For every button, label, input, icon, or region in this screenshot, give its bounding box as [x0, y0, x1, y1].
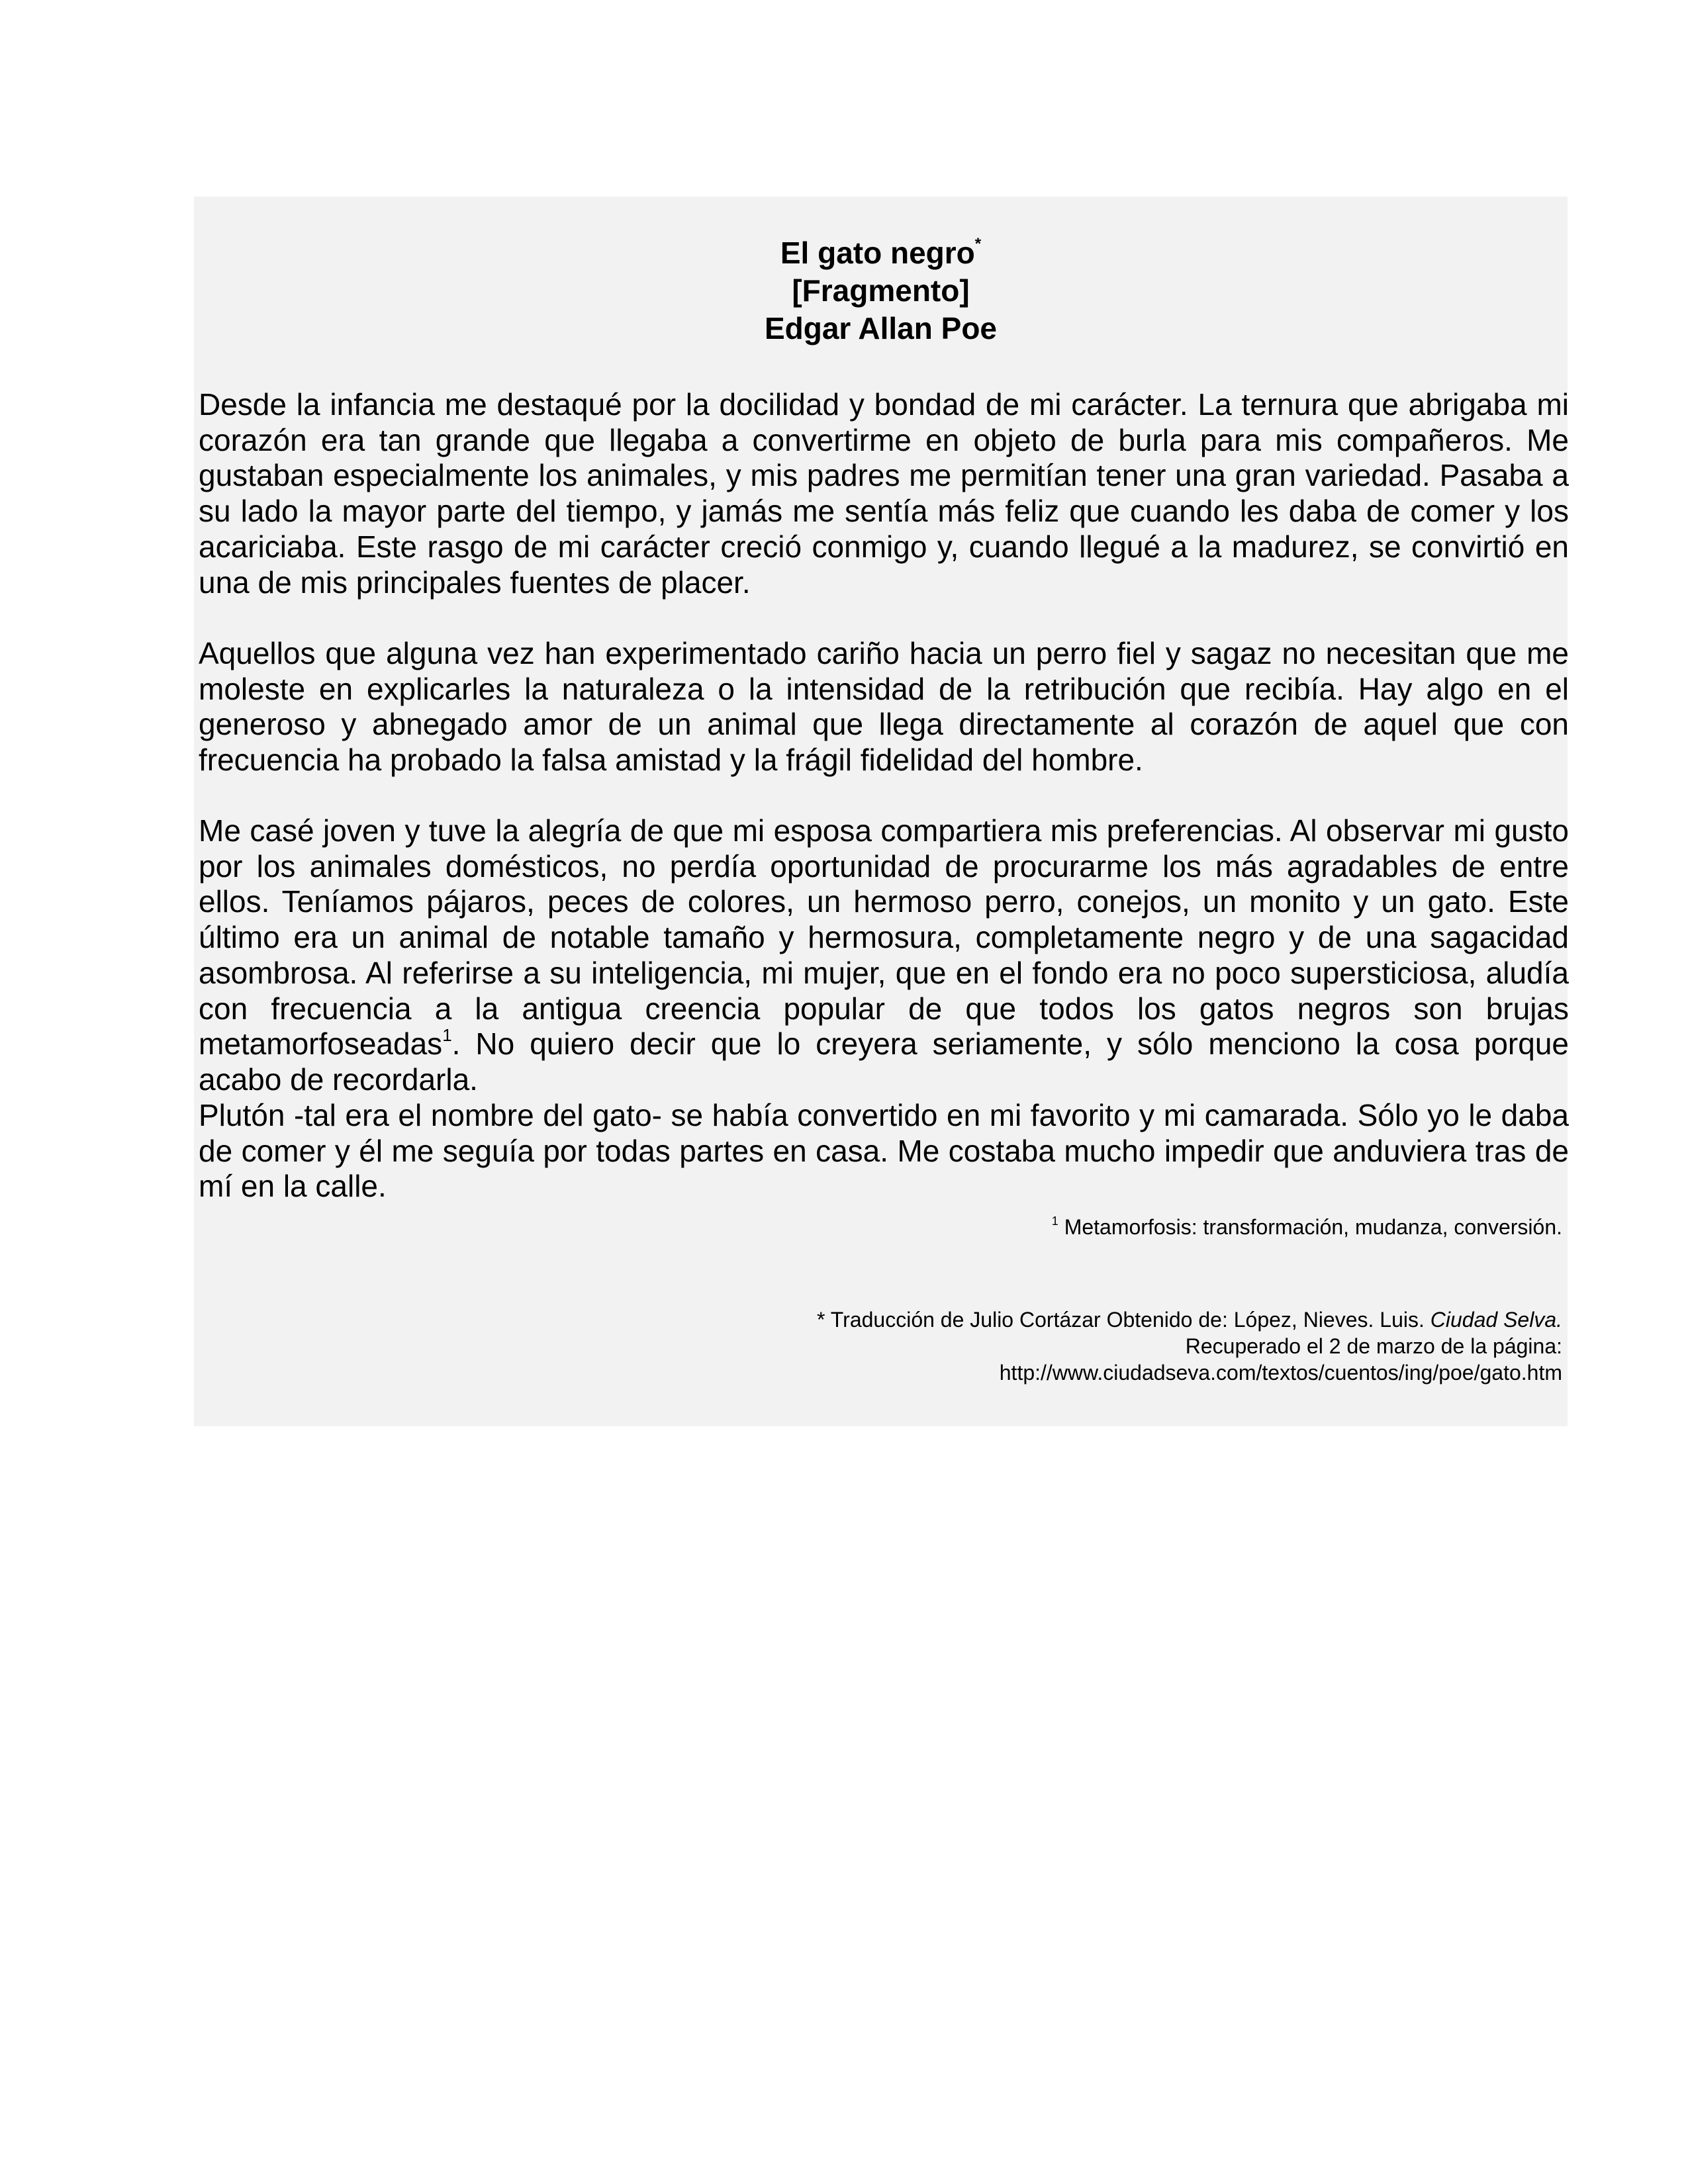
story-subtitle: [Fragmento]: [792, 273, 970, 308]
paragraph-2: Aquellos que alguna vez han experimentado cariño hacia un perro fiel y sagaz no necesitan que me moleste en explicarles la naturaleza o la intensidad de la retribución que recibía. Hay algo en el generoso y abnegado amor de un animal que llega directamente al corazón de aquel que con frecuencia ha probado la falsa amistad y la frágil fidelidad del hombre.: [199, 636, 1569, 778]
source-citation: * Traducción de Julio Cortázar Obtenido de: López, Nieves. Luis.: [817, 1308, 1430, 1332]
story-title-text: El gato negro: [780, 236, 975, 270]
source-url: http://www.ciudadseva.com/textos/cuentos/ing/poe/gato.htm: [999, 1361, 1562, 1385]
footnote: [1052, 1214, 1562, 1240]
source-publication: Ciudad Selva.: [1430, 1308, 1562, 1332]
paragraph-4: Plutón -tal era el nombre del gato- se había convertido en mi favorito y mi camarada. Sólo yo le daba de comer y él me seguía por todas partes en casa. Me costaba mucho impedir que anduviera tras de mí en la calle.: [199, 1098, 1569, 1204]
paragraph-3-text-b: . No quiero decir que lo creyera seriamente, y sólo menciono la cosa porque acabo de recordarla.: [199, 1026, 1569, 1097]
footnote-reference: 1: [442, 1025, 452, 1046]
paragraph-1: Desde la infancia me destaqué por la docilidad y bondad de mi carácter. La ternura que abrigaba mi corazón era tan grande que llegaba a convertirme en objeto de burla para mis compañeros. Me gustaban especialmente los animales, y mis padres me permitían tener una gran variedad. Pasaba a su lado la mayor parte del tiempo, y jamás me sentía más feliz que cuando les daba de comer y los acariciaba. Este rasgo de mi carácter creció conmigo y, cuando llegué a la madurez, se convirtió en una de mis principales fuentes de placer.: [199, 387, 1569, 600]
source-line-2: Recuperado el 2 de marzo de la página:: [1185, 1334, 1562, 1358]
story-author: Edgar Allan Poe: [764, 311, 998, 345]
document-panel: [194, 197, 1568, 1426]
title-asterisk: *: [974, 235, 982, 253]
story-title: [194, 235, 1568, 271]
source-line-1: [817, 1306, 1562, 1333]
paragraph-3: [199, 813, 1569, 1098]
footnote-mark: 1: [1051, 1214, 1058, 1228]
paragraph-3-text-a: Me casé joven y tuve la alegría de que mi esposa compartiera mis preferencias. Al observar mi gusto por los animales domésticos, no perdía oportunidad de procurarme los más agradables de entre ellos. Teníamos pájaros, peces de colores, un hermoso perro, conejos, un monito y un gato. Este último era un animal de notable tamaño y hermosura, completamente negro y de una sagacidad asombrosa. Al referirse a su inteligencia, mi mujer, que en el fondo era no poco supersticiosa, aludía con frecuencia a la antigua creencia popular de que todos los gatos negros son brujas metamorfoseadas: [199, 813, 1569, 1062]
footnote-text: Metamorfosis: transformación, mudanza, conversión.: [1058, 1215, 1562, 1239]
